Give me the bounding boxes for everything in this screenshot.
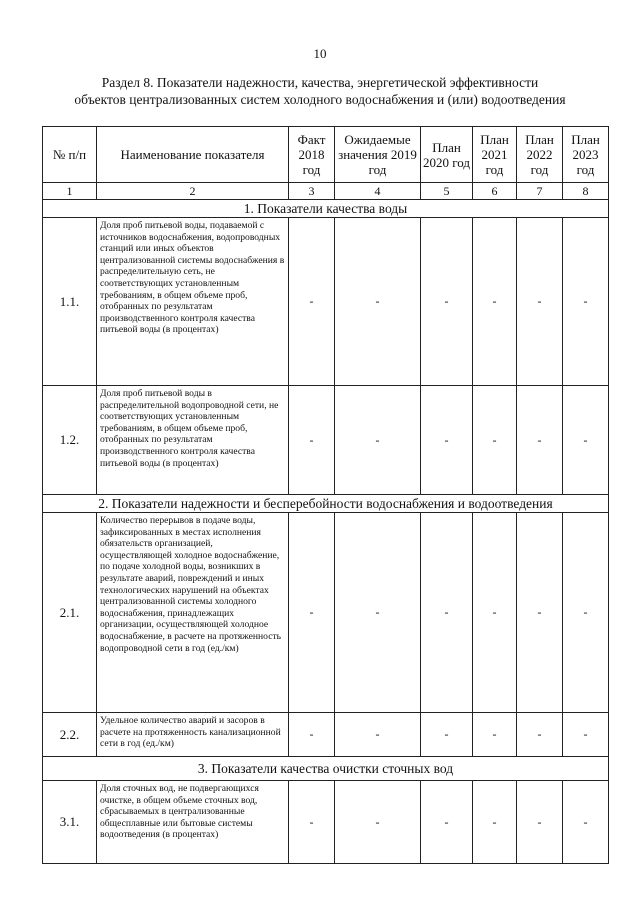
column-number: 8 [563,183,609,200]
value-cell: - [473,781,517,864]
header-expected-2019: Ожидаемые значения 2019 год [335,127,421,183]
header-plan-2022: План 2022 год [517,127,563,183]
column-number: 2 [97,183,289,200]
header-row [43,127,609,183]
header-fact-2018: Факт 2018 год [289,127,335,183]
value-cell: - [517,386,563,495]
row-number: 1.2. [43,386,97,495]
value-cell: - [289,218,335,386]
value-cell: - [289,513,335,713]
value-cell: - [335,218,421,386]
column-number: 6 [473,183,517,200]
column-number: 3 [289,183,335,200]
column-number: 4 [335,183,421,200]
value-cell: - [289,713,335,757]
row-number: 2.2. [43,713,97,757]
section-title-line-1: Раздел 8. Показатели надежности, качества, энергетической эффективности [101,75,539,90]
header-plan-2021: План 2021 год [473,127,517,183]
section-row [43,200,609,218]
value-cell: - [473,713,517,757]
value-cell: - [335,713,421,757]
indicator-name: Доля проб питьевой воды, подаваемой с источников водоснабжения, водопроводных станций или иных объектов централизованной системы водоснабжения в распределительную сеть, не соответствующих установленным требованиям, в общем объеме проб, отобранных по результатам производственного контроля качества питьевой воды (в процентах) [97,218,289,386]
value-cell: - [517,781,563,864]
section-title [30,74,610,108]
value-cell: - [563,386,609,495]
section-heading: 2. Показатели надежности и бесперебойности водоснабжения и водоотведения [43,495,609,513]
section-heading: 3. Показатели качества очистки сточных вод [43,757,609,781]
section-row [43,495,609,513]
table-row [43,513,609,713]
value-cell: - [335,386,421,495]
value-cell: - [563,713,609,757]
table-row [43,713,609,757]
value-cell: - [421,386,473,495]
column-number: 5 [421,183,473,200]
section-title-line-2: объектов централизованных систем холодного водоснабжения и (или) водоотведения [74,92,566,107]
column-number: 1 [43,183,97,200]
header-num: № п/п [43,127,97,183]
value-cell: - [335,513,421,713]
row-number: 2.1. [43,513,97,713]
indicator-name: Доля проб питьевой воды в распределительной водопроводной сети, не соответствующих установленным требованиям, в общем объеме проб, отобранных по результатам производственного контроля качества питьевой воды (в процентах) [97,386,289,495]
value-cell: - [563,513,609,713]
value-cell: - [473,386,517,495]
page-number: 10 [313,46,327,61]
indicator-name: Удельное количество аварий и засоров в расчете на протяженность канализационной сети в год (ед./км) [97,713,289,757]
value-cell: - [335,781,421,864]
value-cell: - [421,218,473,386]
value-cell: - [563,781,609,864]
value-cell: - [289,386,335,495]
value-cell: - [421,513,473,713]
value-cell: - [289,781,335,864]
header-name: Наименование показателя [97,127,289,183]
header-plan-2023: План 2023 год [563,127,609,183]
value-cell: - [517,218,563,386]
row-number: 1.1. [43,218,97,386]
indicator-name: Доля сточных вод, не подвергающихся очистке, в общем объеме сточных вод, сбрасываемых в централизованные общесплавные или бытовые системы водоотведения (в процентах) [97,781,289,864]
value-cell: - [473,218,517,386]
table-row [43,386,609,495]
row-number: 3.1. [43,781,97,864]
table-row [43,218,609,386]
value-cell: - [563,218,609,386]
value-cell: - [473,513,517,713]
value-cell: - [421,713,473,757]
indicators-table [42,126,609,864]
column-number-row [43,183,609,200]
table-row [43,781,609,864]
section-row [43,757,609,781]
header-plan-2020: План 2020 год [421,127,473,183]
value-cell: - [421,781,473,864]
column-number: 7 [517,183,563,200]
value-cell: - [517,713,563,757]
value-cell: - [517,513,563,713]
indicator-name: Количество перерывов в подаче воды, зафиксированных в местах исполнения обязательств организацией, осуществляющей холодное водоснабжение, по подаче холодной воды, возникших в результате аварий, повреждений и иных технологических нарушений на объектах централизованной системы холодного водоснабжения, принадлежащих организации, осуществляющей холодное водоснабжение, в расчете на протяженность водопроводной сети в год (ед./км) [97,513,289,713]
section-heading: 1. Показатели качества воды [43,200,609,218]
